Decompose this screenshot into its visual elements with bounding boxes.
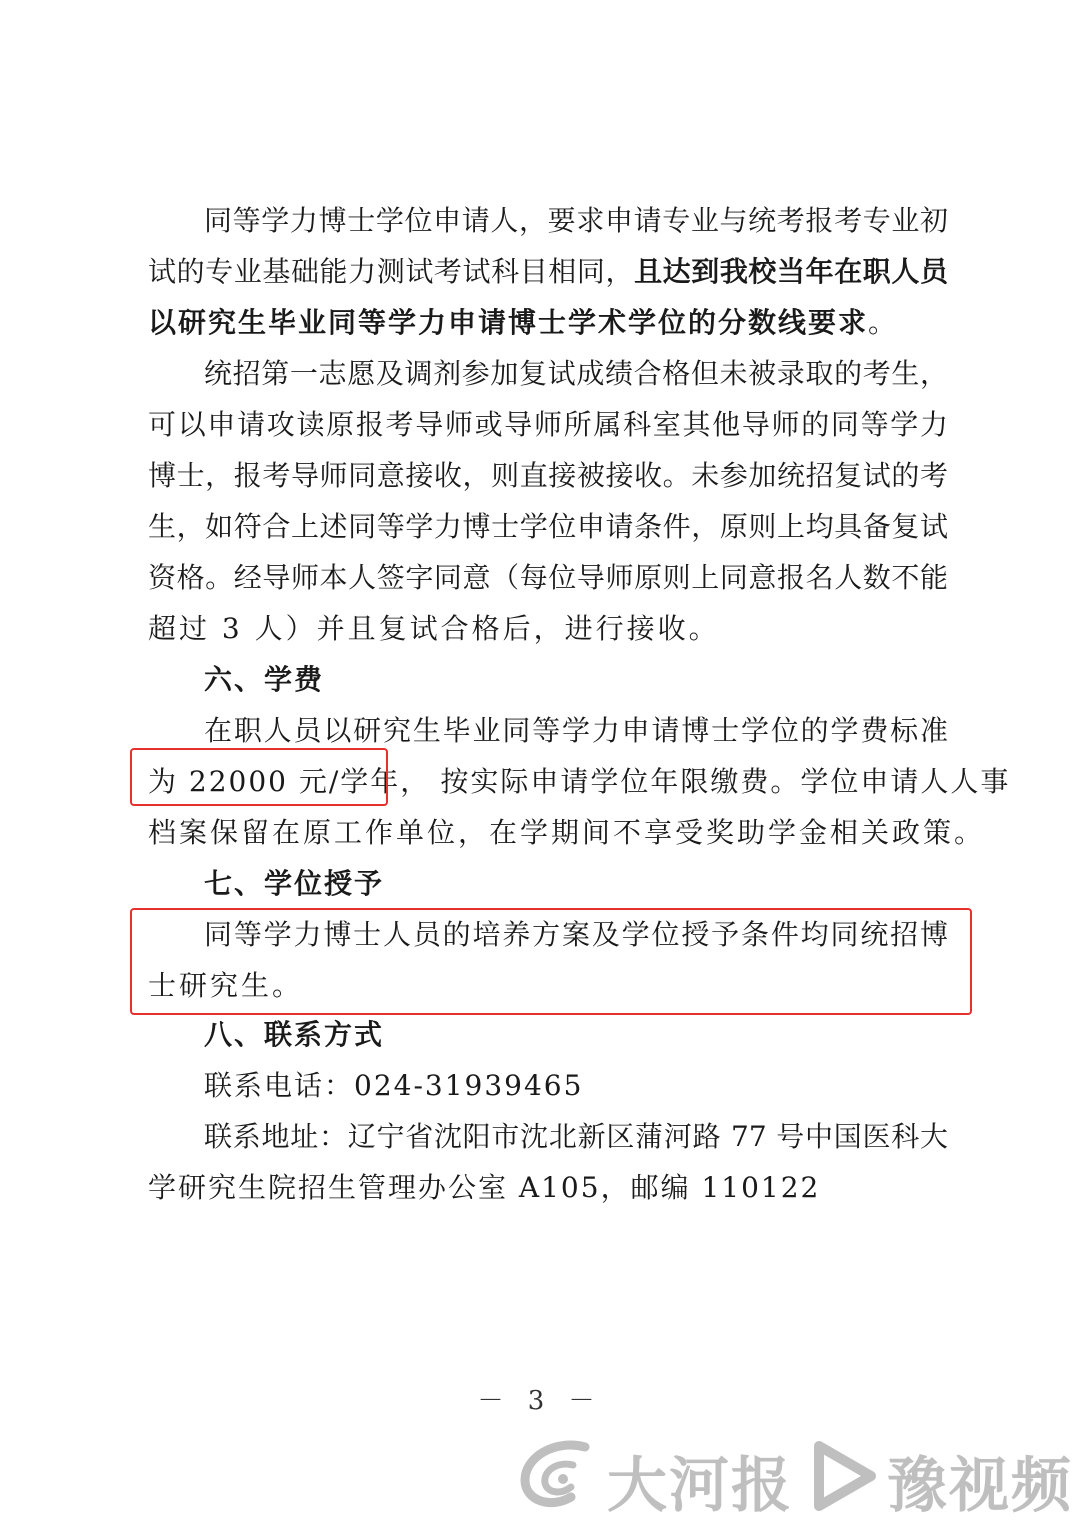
tuition-fee-rest: 按实际申请学位年限缴费。学位申请人人事 <box>440 765 1011 798</box>
paragraph-2-line-5: 资格。经导师本人签字同意（每位导师原则上同意报名人数不能 <box>148 561 948 594</box>
page-number: － 3 － <box>477 1386 603 1416</box>
dahe-logo-icon <box>515 1435 601 1515</box>
degree-highlight-box <box>130 908 972 1015</box>
tuition-heading: 六、学费 <box>204 663 325 696</box>
contact-address-line-1: 联系地址：辽宁省沈阳市沈北新区蒲河路 77 号中国医科大 <box>204 1120 948 1153</box>
paragraph-1-bold-text: 且达到我校当年在职人员 <box>634 255 948 288</box>
contact-heading: 八、联系方式 <box>204 1018 385 1051</box>
watermark-brand-1: 大河报 <box>607 1451 793 1521</box>
contact-phone: 联系电话：024-31939465 <box>204 1069 584 1102</box>
tuition-line-3: 档案保留在原工作单位，在学期间不享受奖助学金相关政策。 <box>148 816 986 849</box>
tuition-highlight-box <box>130 748 388 806</box>
paragraph-1-line-2 <box>148 246 948 298</box>
paragraph-2-line-2: 可以申请攻读原报考导师或导师所属科室其他导师的同等学力 <box>148 408 948 441</box>
paragraph-2-line-3: 博士，报考导师同意接收，则直接被接收。未参加统招复试的考 <box>148 459 948 492</box>
paragraph-1-line-1: 同等学力博士学位申请人，要求申请专业与统考报考专业初 <box>204 204 948 237</box>
contact-address-line-2: 学研究生院招生管理办公室 A105，邮编 110122 <box>148 1171 821 1204</box>
paragraph-1-plain-text: 试的专业基础能力测试考试科目相同， <box>148 255 635 288</box>
degree-line-1: 同等学力博士人员的培养方案及学位授予条件均同统招博 <box>204 918 948 951</box>
paragraph-1-bold-text-2: 以研究生毕业同等学力申请博士学术学位的分数线要求 <box>148 306 869 339</box>
degree-heading: 七、学位授予 <box>204 867 385 900</box>
paragraph-2-line-1: 统招第一志愿及调剂参加复试成绩合格但未被录取的考生， <box>204 357 948 390</box>
watermark <box>515 1430 1075 1520</box>
tuition-line-1: 在职人员以研究生毕业同等学力申请博士学位的学费标准 <box>204 714 948 747</box>
paragraph-1-period: 。 <box>868 306 899 339</box>
paragraph-2-line-4: 生，如符合上述同等学力博士学位申请条件，原则上均具备复试 <box>148 510 948 543</box>
paragraph-1-line-3 <box>148 297 948 349</box>
play-video-icon <box>805 1438 881 1514</box>
watermark-brand-2: 豫视频 <box>887 1451 1073 1521</box>
tuition-fee-highlight: 为 22000 元/学年， <box>148 765 431 798</box>
degree-line-2: 士研究生。 <box>148 969 304 1002</box>
paragraph-2-line-6: 超过 3 人）并且复试合格后，进行接收。 <box>148 612 720 645</box>
